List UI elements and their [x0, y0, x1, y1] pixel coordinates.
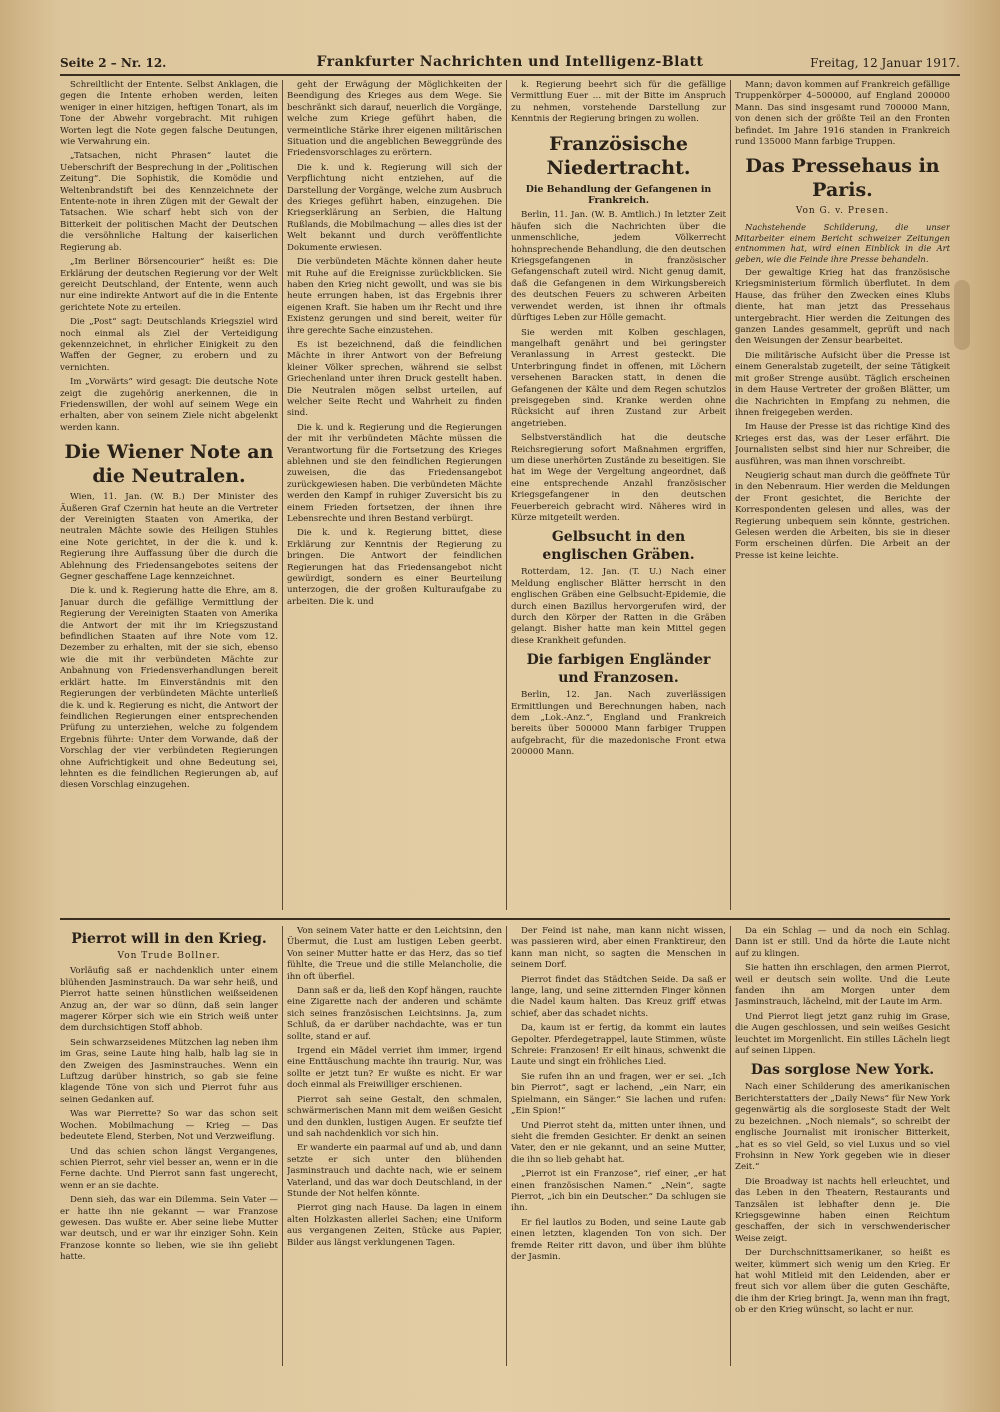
- paragraph: Selbstverständlich hat die deutsche Reichsregierung sofort Maßnahmen ergriffen, um diese unerhörten Zustände zu beseitigen. Sie hat im Wege der Vergeltung angeordnet, daß eine entsprechende Anzahl französischer Kriegsgefangener in den deutschen Feuerbereich gebracht wird. Näheres wird in Kürze mitgeteilt werden.: [511, 433, 726, 523]
- paragraph: Die k. und k. Regierung will sich der Verpflichtung nicht entziehen, auf die Darstellung der Vorgänge, welche zum Ausbruch des Krieges geführt haben, einzugehen. Die Kriegserklärung an Serbien, die Haltung Rußlands, die Mobilmachung — alles dies ist der Welt bekannt und durch veröffentlichte Dokumente erwiesen.: [287, 162, 502, 253]
- paragraph: Der gewaltige Krieg hat das französische Kriegsministerium förmlich überflutet. In dem Hause, das früher den Zwecken eines Klubs diente, hat man jetzt das Pressehaus untergebracht. Hier werden die Zeitungen des ganzen Landes gesammelt, geprüft und nach den Weisungen der Zensur bearbeitet.: [735, 268, 950, 347]
- paragraph: Die Broadway ist nachts hell erleuchtet, und das Leben in den Theatern, Restaurants und Tanzsälen ist lebhafter denn je. Die Kriegsgewinne haben einen Reichtum geschaffen, der sich in verschwenderischer Weise zeigt.: [735, 1176, 950, 1244]
- issue-date: Freitag, 12 Januar 1917.: [810, 56, 960, 70]
- paragraph: Die k. und k. Regierung bittet, diese Erklärung zur Kenntnis der Regierung zu bringen. Die Antwort der feindlichen Regierungen hat das Friedensangebot nicht gewürdigt, sondern es einer Beurteilung unterzogen, die der großen Kulturaufgabe zu arbeiten. Die k. und: [287, 528, 502, 607]
- paragraph: Berlin, 11. Jan. (W. B. Amtlich.) In letzter Zeit häufen sich die Nachrichten über die unmenschliche, jedem Völkerrecht hohnsprechende Behandlung, die den deutschen Kriegsgefangenen in französischer Gefangenschaft zuteil wird. Nicht genug damit, daß die Gefangenen in dem Wirkungsbereich des deutschen Feuers zu schweren Arbeiten verwendet werden, ist ihnen ihr oftmals dürftiges Leben zur Hölle gemacht.: [511, 210, 726, 324]
- paragraph: Neugierig schaut man durch die geöffnete Tür in den Nebenraum. Hier werden die Meldungen der Front gesichtet, die Berichte der Korrespondenten gelesen und alles, was der Regierung unbequem sein könnte, gestrichen. Gelesen werden die Arbeiten, bis sie in dieser Form erscheinen dürfen. Die Arbeit an der Presse ist keine leichte.: [735, 470, 950, 561]
- headline-pressehaus: Das Pressehaus in Paris.: [745, 155, 940, 202]
- column-rule: [506, 926, 507, 1366]
- paragraph: Im „Vorwärts“ wird gesagt: Die deutsche Note zeigt die zugehörig anerkennen, die in Friedenswillen, der wohl auf seinem Wege ein erhalten, aber von seinem Ziele nicht abgelenkt werden kann.: [60, 377, 278, 433]
- column-rule: [730, 926, 731, 1366]
- paragraph: „Tatsachen, nicht Phrasen“ lautet die Ueberschrift der Besprechung in der „Politischen Zeitung“. Die Sophistik, die Komödie und Weltenbrandstift bei des Kennzeichnete der Entente-note in ihren Zügen mit der Gewalt der Tatsachen. Wie scharf hebt sich von der Bitterkeit der politischen Macht der Deutschen die versöhnliche Haltung der kaiserlichen Regierung ab.: [60, 151, 278, 253]
- paragraph: „Pierrot ist ein Franzose“, rief einer, „er hat einen französischen Namen.“ „Nein“, sagte Pierrot, „ich bin ein Deutscher.“ Da schlugen sie ihn.: [511, 1169, 726, 1214]
- subheadline: Die Behandlung der Gefangenen in Frankreich.: [525, 183, 712, 207]
- feuilleton-divider: [60, 918, 950, 920]
- paragraph: Vorläufig saß er nachdenklich unter einem blühenden Jasminstrauch. Da war sehr heiß, und Pierrot hatte seinen hünstlichen weißseidenen Anzug an, der war so dünn, daß sein langer magerer Körper sich wie ein Strich weiß unter dem durchsichtigen Stoff abhob.: [60, 966, 278, 1034]
- paragraph: Da ein Schlag — und da noch ein Schlag. Dann ist er still. Und da hörte die Laute nicht auf zu klingen.: [735, 926, 950, 959]
- paragraph: Es ist bezeichnend, daß die feindlichen Mächte in ihrer Antwort von der Befreiung kleiner Völker sprechen, während sie selbst Griechenland unter ihren Druck gestellt haben. Die Neutralen mögen selbst urteilen, auf welcher Seite Recht und Wahrheit zu finden sind.: [287, 339, 502, 419]
- paragraph: Die verbündeten Mächte können daher heute mit Ruhe auf die Ereignisse zurückblicken. Sie haben den Krieg nicht gewollt, und was sie bis heute errungen haben, ist das Ergebnis ihrer eigenen Kraft. Sie haben um ihr Recht und ihre Existenz gerungen und sind bereit, weiter für ihre gerechte Sache einzustehen.: [287, 257, 502, 336]
- headline-pierrot: Pierrot will in den Krieg.: [71, 931, 267, 947]
- paragraph: Pierrot sah seine Gestalt, den schmalen, schwärmerischen Mann mit dem weißen Gesicht und den dunklen, lustigen Augen. Er seufzte tief und sah nachdenklich vor sich hin.: [287, 1094, 502, 1139]
- paragraph: Berlin, 12. Jan. Nach zuverlässigen Ermittlungen und Berechnungen haben, nach dem „Lok.-Anz.“, England und Frankreich bereits über 500000 Mann farbiger Truppen aufgebracht, für die mazedonische Front etwa 200000 Mann.: [511, 690, 726, 758]
- paragraph: Denn sieh, das war ein Dilemma. Sein Vater — er hatte ihn nie gekannt — war Franzose gewesen. Das wußte er. Aber seine liebe Mutter war deutsch, und er war ihr einziger Sohn. Kein Franzose konnte so lieben, wie sie ihn geliebt hatte.: [60, 1195, 278, 1263]
- paragraph: Die k. und k. Regierung und die Regierungen der mit ihr verbündeten Mächte müssen die Verantwortung für die Fortsetzung des Krieges ablehnen und sie den feindlichen Regierungen zuweisen, die das Friedensangebot zurückgewiesen haben. Die verbündeten Mächte werden den Kampf in ruhiger Zuversicht bis zu einem Frieden fortsetzen, der ihnen ihre Lebensrechte und ihren Bestand verbürgt.: [287, 422, 502, 525]
- column-rule: [506, 80, 507, 910]
- paragraph: Rotterdam, 12. Jan. (T. U.) Nach einer Meldung englischer Blätter herrscht in den englischen Gräben eine Gelbsucht-Epidemie, die durch einen Bazillus hervorgerufen wird, der durch den Körper der Ratten in die Gräben gelangt. Bisher hatte man kein Mittel gegen diese Krankheit gefunden.: [511, 567, 726, 646]
- paragraph: Von seinem Vater hatte er den Leichtsinn, den Übermut, die Lust am lustigen Leben geerbt. Von seiner Mutter hatte er das Herz, das so tief fühlte, die Treue und die stille Melancholie, die ihn oft überfiel.: [287, 926, 502, 982]
- paragraph: Sie werden mit Kolben geschlagen, mangelhaft genährt und bei geringster Veranlassung in Arrest gesteckt. Die Unterbringung findet in offenen, mit Löchern versehenen Baracken statt, in denen die Gefangenen der Kälte und dem Regen schutzlos preisgegeben sind. Kranke werden ohne Rücksicht auf ihren Zustand zur Arbeit angetrieben.: [511, 327, 726, 429]
- paragraph: „Im Berliner Börsencourier“ heißt es: Die Erklärung der deutschen Regierung vor der Welt gereicht Deutschland, der Entente, wenn auch nur eine indirekte Antwort auf die in die Entente gerichtete Note zu erteilen.: [60, 257, 278, 313]
- paragraph: Die k. und k. Regierung hatte die Ehre, am 8. Januar durch die gefällige Vermittlung der Regierung der Vereinigten Staaten von Amerika die Antwort der mit ihr im Kriegszustand befindlichen Staaten auf ihre Note vom 12. Dezember zu erhalten, mit der sie sich, ebenso wie die mit ihr verbündeten Mächte zur Anbahnung von Friedensverhandlungen bereit erklärt hatte. Im Einverständnis mit den Regierungen der verbündeten Mächte unterließ die k. und k. Regierung es nicht, die Antwort der feindlichen Regierungen einer entsprechenden Prüfung zu unterziehen, welche zu folgendem Ergebnis führte: Unter dem Vorwande, daß der Vorschlag der vier verbündeten Regierungen ohne Aufrichtigkeit und ohne Bedeutung sei, lehnten es die feindlichen Regierungen ab, auf diesen Vorschlag einzugehen.: [60, 586, 278, 791]
- byline: Von Trude Bollner.: [117, 951, 221, 961]
- byline: Von G. v. Presen.: [795, 206, 890, 217]
- feuilleton-column-1: [60, 926, 278, 1366]
- column-rule: [730, 80, 731, 910]
- paragraph: Sie rufen ihn an und fragen, wer er sei. „Ich bin Pierrot“, sagt er lachend, „ein Narr, ein Spielmann, ein Sänger.“ Sie lachen und rufen: „Ein Spion!“: [511, 1071, 726, 1117]
- paragraph: Und Pierrot liegt jetzt ganz ruhig im Grase, die Augen geschlossen, und sein weißes Gesicht leuchtet im Morgenlicht. Ein stilles Lächeln liegt auf seinen Lippen.: [735, 1011, 950, 1057]
- intro-paragraph: Nachstehende Schilderung, die unser Mitarbeiter einem Bericht schweizer Zeitungen entnommen hat, wird einen Einblick in die Art geben, wie die Feinde ihre Presse behandeln.: [735, 221, 950, 265]
- column-rule: [282, 80, 283, 910]
- headline-new-york: Das sorglose New York.: [750, 1062, 935, 1079]
- column-4: [735, 80, 950, 910]
- paragraph: Nach einer Schilderung des amerikanischen Berichterstatters der „Daily News“ für New York gegenwärtig als die sorgloseste Stadt der Welt zu bezeichnen. „Noch niemals“, so schreibt der englische Journalist mit ironischer Bitterkeit, „hat es so viel Geld, so viel Luxus und so viel Frohsinn in New York gegeben wie in dieser Zeit.“: [735, 1082, 950, 1173]
- paragraph: geht der Erwägung der Möglichkeiten der Beendigung des Krieges aus dem Wege. Sie beschränkt sich darauf, neuerlich die Vorgänge, welche zum Kriege geführt haben, die vermeintliche Stärke ihrer eigenen militärischen Situation und die angeblichen Beweggründe des Friedensvorschlages zu erörtern.: [287, 80, 502, 159]
- page-header: [60, 52, 960, 76]
- paragraph: Mann; davon kommen auf Frankreich gefällige Truppenkörper 4–500000, auf England 200000 Mann. Das sind insgesamt rund 700000 Mann, von denen sich der größte Teil an den Fronten befindet. Im Jahre 1916 standen in Frankreich rund 135000 Mann farbige Truppen.: [735, 80, 950, 148]
- paragraph: Und Pierrot steht da, mitten unter ihnen, und sieht die fremden Gesichter. Er denkt an seinen Vater, den er nie gekannt, und an seine Mutter, die ihn so lieb gehabt hat.: [511, 1120, 726, 1165]
- column-3: [511, 80, 726, 910]
- paragraph: Da, kaum ist er fertig, da kommt ein lautes Gepolter. Pferdegetrappel, laute Stimmen, wüste Schreie: Franzosen! Er eilt hinaus, schwenkt die Laute und singt ein fröhliches Lied.: [511, 1023, 726, 1068]
- column-2: [287, 80, 502, 910]
- masthead-title: Frankfurter Nachrichten und Intelligenz-Blatt: [316, 54, 704, 70]
- paragraph: Und das schien schon längst Vergangenes, schien Pierrot, sehr viel besser an, wenn er in die Ferne dachte. Und Pierrot sann fast ungerecht, wenn er an sie dachte.: [60, 1146, 278, 1191]
- paragraph: Sein schwarzseidenes Mützchen lag neben ihm im Gras, seine Laute hing halb, halb lag sie in den Zweigen des Jasminstrauches. Wenn ein Luftzug darüber hinstrich, so gab sie feine klagende Töne von sich und Pierrot fuhr aus seinen Gedanken auf.: [60, 1037, 278, 1105]
- paragraph: Der Durchschnittsamerikaner, so heißt es weiter, kümmert sich wenig um den Krieg. Er hat wohl Mitleid mit den Leidenden, aber er freut sich vor allem über die guten Geschäfte, die ihm der Krieg bringt. Ja, wenn man ihn fragt, ob er den Krieg wünscht, so lacht er nur.: [735, 1248, 950, 1316]
- paragraph: Sie hatten ihn erschlagen, den armen Pierrot, weil er deutsch sein wollte. Und die Leute fanden ihn am Morgen unter dem Jasminstrauch, lächelnd, mit der Laute im Arm.: [735, 963, 950, 1008]
- paragraph: Irgend ein Mädel verriet ihm immer, irgend eine Enttäuschung machte ihn traurig. Nur, was sollte er jetzt tun? Er wußte es nicht. Er war doch einmal als Freiwilliger erschienen.: [287, 1046, 502, 1091]
- paragraph: Wien, 11. Jan. (W. B.) Der Minister des Äußeren Graf Czernin hat heute an die Vertreter der Vereinigten Staaten von Amerika, der neutralen Mächte sowie des Heiligen Stuhles eine Note gerichtet, in der die k. und k. Regierung ihre Auffassung über die durch die Ablehnung des Friedensangebotes seitens der Gegner geschaffene Lage kennzeichnet.: [60, 492, 278, 583]
- feuilleton-column-2: [287, 926, 502, 1366]
- paper-stain: [954, 280, 970, 350]
- headline-gelbsucht: Gelbsucht in den englischen Gräben.: [542, 529, 695, 564]
- column-rule: [282, 926, 283, 1366]
- headline-farbige-truppen: Die farbigen Engländer und Franzosen.: [526, 652, 711, 687]
- headline-franzoesische-niedertracht: Französische Niedertracht.: [546, 132, 691, 179]
- paragraph: Er wanderte ein paarmal auf und ab, und dann setzte er sich unter den blühenden Jasminstrauch und dachte nach, wie er seinem Vaterland, und das war doch Deutschland, in der Stunde der Not helfen könnte.: [287, 1143, 502, 1199]
- headline-wiener-note: Die Wiener Note an die Neutralen.: [64, 441, 274, 488]
- paragraph: Im Hause der Presse ist das richtige Kind des Krieges erst das, was der Leser erfährt. Die Journalisten selbst sind hier nur Schreiber, die ausführen, was man ihnen vorschreibt.: [735, 422, 950, 467]
- paragraph: k. Regierung beehrt sich für die gefällige Vermittlung Euer … mit der Bitte im Anspruch zu nehmen, vorstehende Darstellung zur Kenntnis der Regierung bringen zu wollen.: [511, 80, 726, 125]
- feuilleton-column-4: [735, 926, 950, 1366]
- paragraph: Die militärische Aufsicht über die Presse ist einem Generalstab zugeteilt, der seine Tätigkeit mit großer Strenge ausübt. Täglich erscheinen in dem Hause Vertreter der großen Blätter, um die Nachrichten in Empfang zu nehmen, die ihnen freigegeben werden.: [735, 350, 950, 418]
- feuilleton-column-3: [511, 926, 726, 1366]
- paragraph: Schreiltlicht der Entente. Selbst Anklagen, die gegen die Intente erhoben werden, leiten weniger in einer hitzigen, heftigen Tonart, als im Tone der Abwehr vorgebracht. Mit ruhigen Worten legt die Note gegen falsche Deutungen, wie Verwahrung ein.: [60, 80, 278, 148]
- paragraph: Pierrot ging nach Hause. Da lagen in einem alten Holzkasten allerlei Sachen; eine Uniform aus vergangenen Zeiten, Stücke aus Papier, Bilder aus längst verklungenen Tagen.: [287, 1203, 502, 1248]
- page-number: Seite 2 – Nr. 12.: [60, 56, 167, 70]
- paragraph: Er fiel lautlos zu Boden, und seine Laute gab einen letzten, klagenden Ton von sich. Der fremde Reiter ritt davon, und über ihm blühte der Jasmin.: [511, 1217, 726, 1262]
- column-1: [60, 80, 278, 910]
- paragraph: Dann saß er da, ließ den Kopf hängen, rauchte eine Zigarette nach der anderen und schämte sich seines französischen Leichtsinns. Ja, zum Schluß, da er darüber nachdachte, was er tun sollte, stand er auf.: [287, 986, 502, 1042]
- paragraph: Der Feind ist nahe, man kann nicht wissen, was passieren wird, aber einen Franktireur, den kann man nicht, so sagten die Menschen in seinem Dorf.: [511, 926, 726, 971]
- paragraph: Pierrot findet das Städtchen Seide. Da saß er lange, lang, und seine zitternden Finger können die Nadel kaum halten. Das Kreuz griff etwas schief, aber das schadet nichts.: [511, 974, 726, 1019]
- paragraph: Was war Pierrette? So war das schon seit Wochen. Mobilmachung — Krieg — Das bedeutete Elend, Sterben, Not und Verzweiflung.: [60, 1109, 278, 1143]
- paragraph: Die „Post“ sagt: Deutschlands Kriegsziel wird noch einmal als Ziel der Verteidigung gekennzeichnet, in ehrlicher Einigkeit zu den Waffen der Gegner, zu erobern und zu vernichten.: [60, 317, 278, 373]
